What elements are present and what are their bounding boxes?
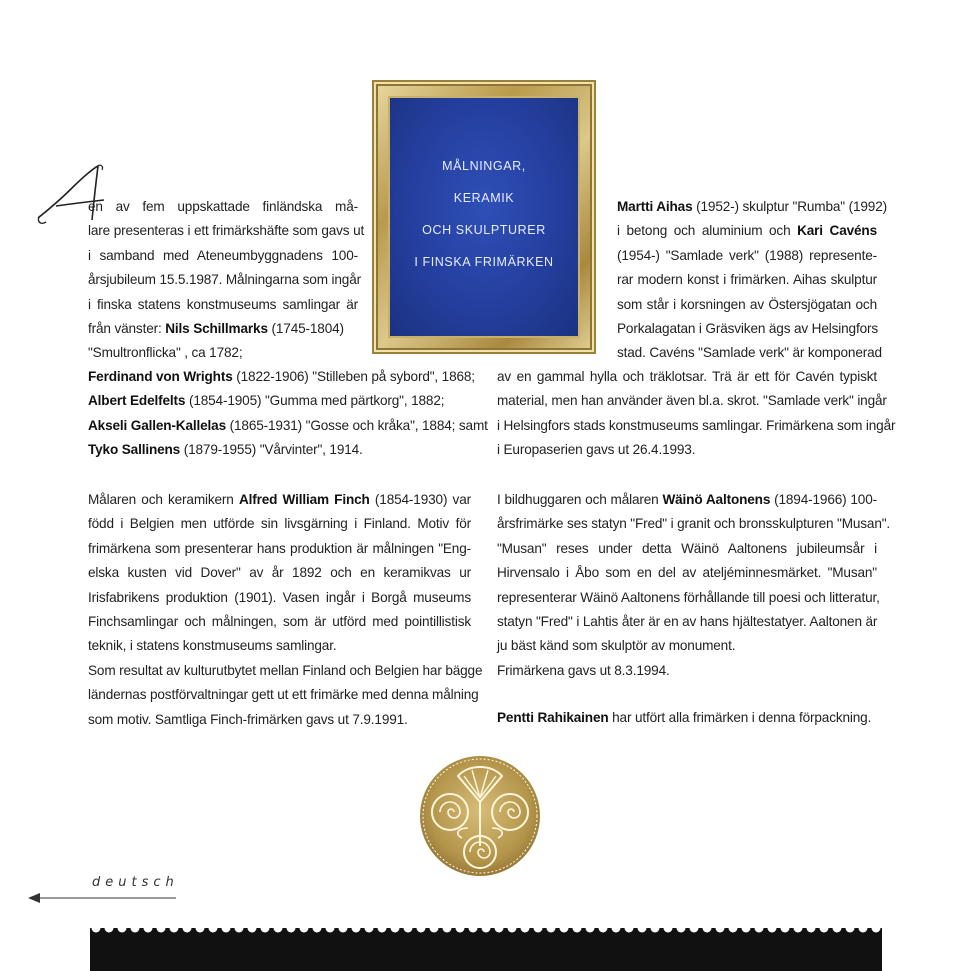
perforation-hole (313, 924, 322, 933)
perforation-hole (261, 924, 270, 933)
left-paragraph-1 (88, 195, 365, 366)
text-line: i finska statens konstmuseums samlingar är (88, 296, 358, 312)
text-line: Pentti Rahikainen har utfört alla frimärken i denna förpackning. (497, 710, 872, 725)
text-line: rar modern konst i frimärken. Aihas skulptur (617, 272, 877, 288)
text-line: stad. Cavéns "Samlade verk" är komponerad (617, 345, 882, 361)
perforation-hole (196, 924, 205, 933)
perforation-hole (300, 924, 309, 933)
perforation-hole (560, 924, 569, 933)
perforation-hole (430, 924, 439, 933)
text-line: Akseli Gallen-Kallelas (1865-1931) "Gosse och kråka", 1884; samt (88, 417, 488, 433)
perforation-hole (534, 924, 543, 933)
text-line: årsfrimärke ses statyn "Fred" i granit och bronsskulpturen "Musan". (497, 516, 891, 532)
text-line: "Smultronflicka" , ca 1782; (88, 345, 243, 361)
text-line: (1954-) "Samlade verk" (1988) represente- (617, 247, 877, 263)
gold-emblem-icon (418, 754, 542, 878)
svg-text:A: A (34, 160, 35, 161)
text-line: Albert Edelfelts (1854-1905) "Gumma med pärtkorg", 1882; (88, 393, 445, 409)
deutsch-label: deutsch (92, 875, 179, 890)
perforation-hole (755, 924, 764, 933)
text-line: Irisfabrikens produktion (1901). Vasen ingår i Borgå museums (88, 589, 471, 605)
right-paragraph-2 (497, 488, 891, 683)
painting-canvas (388, 96, 580, 338)
text-line: representerar Wäinö Aaltonens förhållande till poesi och litteratur, (497, 589, 880, 605)
perforation-hole (768, 924, 777, 933)
perforation-hole (339, 924, 348, 933)
text-line: från vänster: Nils Schillmarks (1745-1804) (88, 321, 344, 337)
perforation-hole (547, 924, 556, 933)
perforation-hole (326, 924, 335, 933)
perforation-hole (235, 924, 244, 933)
perforation-hole (287, 924, 296, 933)
perforation-hole (274, 924, 283, 933)
perforation-hole (742, 924, 751, 933)
framed-painting (372, 80, 596, 354)
perforation-hole (820, 924, 829, 933)
text-line: född i Belgien men utförde sin livsgärning i Finland. Motiv för (88, 516, 471, 532)
perforation-hole (248, 924, 257, 933)
perforation-hole (690, 924, 699, 933)
right-paragraph-1 (617, 195, 887, 366)
perforation-hole (807, 924, 816, 933)
perforation-hole (352, 924, 361, 933)
artist-name: Tyko Sallinens (88, 442, 181, 458)
perforation-hole (456, 924, 465, 933)
painting-title-line-3: OCH SKULPTURER (422, 223, 546, 237)
perforation-hole (404, 924, 413, 933)
stamp-strip-decoration (0, 900, 960, 971)
artist-name: Kari Cavéns (797, 223, 878, 239)
perforation-hole (716, 924, 725, 933)
text-line: i betong och aluminium och Kari Cavéns (617, 223, 878, 239)
text-line: Porkalagatan i Gräsviken ägs av Helsingfors (617, 321, 879, 337)
text-line: Hirvensalo i Åbo som en del av ateljéminnesmärket. "Musan" (497, 565, 877, 581)
text-line: material, men han använder även bl.a. skrot. "Samlade verk" ingår (497, 393, 887, 409)
perforation-hole (157, 924, 166, 933)
perforation-hole (495, 924, 504, 933)
text-line: ländernas postförvaltningar gett ut ett frimärke med denna målning (88, 687, 479, 703)
right-paragraph-1-wide (497, 365, 896, 463)
text-line: Som resultat av kulturutbytet mellan Finland och Belgien har bägge (88, 662, 483, 678)
perforation-hole (703, 924, 712, 933)
perforation-hole (365, 924, 374, 933)
text-line: som motiv. Samtliga Finch-frimärken gavs ut 7.9.1991. (88, 711, 408, 727)
perforation-hole (781, 924, 790, 933)
perforation-hole (729, 924, 738, 933)
artist-name: Akseli Gallen-Kallelas (88, 417, 226, 433)
perforation-hole (651, 924, 660, 933)
perforation-hole (638, 924, 647, 933)
perforation-hole (521, 924, 530, 933)
perforation-hole (859, 924, 868, 933)
artist-name: Ferdinand von Wrights (88, 369, 233, 384)
text-line: lare presenteras i ett frimärkshäfte som gavs ut (88, 223, 365, 239)
text-line: i Europaserien gavs ut 26.4.1993. (497, 442, 696, 458)
perforation-hole (677, 924, 686, 933)
text-line: I bildhuggaren och målaren Wäinö Aaltonens (1894-1966) 100- (497, 492, 877, 507)
perforation-hole (378, 924, 387, 933)
perforation-hole (469, 924, 478, 933)
artist-name: Alfred William Finch (238, 492, 370, 507)
perforation-hole (222, 924, 231, 933)
text-line: "Musan" reses under detta Wäinö Aaltonens jubileumsår i (497, 540, 877, 556)
perforation-hole (183, 924, 192, 933)
artist-name: Martti Aihas (617, 199, 693, 214)
right-paragraph-3 (497, 706, 877, 730)
perforation-hole (794, 924, 803, 933)
perforation-hole (573, 924, 582, 933)
text-line: Frimärkena gavs ut 8.3.1994. (497, 662, 670, 678)
text-line: en av fem uppskattade finländska må- (88, 199, 358, 214)
perforation-hole (209, 924, 218, 933)
text-line: i Helsingfors stads konstmuseums samlingar. Frimärkena som ingår (497, 417, 896, 433)
perforation-hole (118, 924, 127, 933)
text-line: frimärkena som presenterar hans produktion är målningen "Eng- (88, 540, 471, 556)
perforation-hole (144, 924, 153, 933)
perforation-hole (170, 924, 179, 933)
text-line: elska kusten vid Dover" av år 1892 och en keramikvas ur (88, 565, 471, 581)
perforation-hole (872, 924, 881, 933)
text-line: årsjubileum 15.5.1987. Målningarna som ingår (88, 272, 361, 288)
perforation-hole (625, 924, 634, 933)
text-line: Martti Aihas (1952-) skulptur "Rumba" (1992) (617, 199, 887, 214)
artist-name: Wäinö Aaltonens (662, 492, 771, 507)
perforation-hole (599, 924, 608, 933)
perforation-hole (833, 924, 842, 933)
painting-title-line-1: MÅLNINGAR, (442, 159, 526, 173)
artist-name: Nils Schillmarks (165, 321, 268, 337)
text-line: Ferdinand von Wrights (1822-1906) "Stilleben på sybord", 1868; (88, 369, 475, 384)
perforation-hole (612, 924, 621, 933)
perforation-hole (417, 924, 426, 933)
left-paragraph-2 (88, 488, 483, 732)
perforation-hole (846, 924, 855, 933)
text-line: Tyko Sallinens (1879-1955) "Vårvinter", 1914. (88, 442, 363, 458)
text-line: Målaren och keramikern Alfred William Finch (1854-1930) var (88, 492, 471, 507)
painting-title-line-2: KERAMIK (453, 191, 515, 205)
painting-title-line-4: I FINSKA FRIMÄRKEN (414, 255, 554, 269)
perforation-hole (131, 924, 140, 933)
perforation-hole (508, 924, 517, 933)
artist-name: Pentti Rahikainen (497, 710, 609, 725)
artist-name: Albert Edelfelts (88, 393, 186, 409)
perforation-hole (105, 924, 114, 933)
perforation-hole (482, 924, 491, 933)
perforation-hole (391, 924, 400, 933)
perforation-hole (92, 924, 101, 933)
left-paragraph-1-wide (88, 365, 488, 463)
text-line: ju bäst känd som skulptör av monument. (497, 638, 736, 654)
text-line: i samband med Ateneumbyggnadens 100- (88, 247, 358, 263)
text-line: teknik, i statens konstmuseums samlingar. (88, 638, 337, 654)
perforation-hole (586, 924, 595, 933)
text-line: som står i korsningen av Östersjögatan och (617, 296, 877, 312)
text-line: statyn "Fred" i Lahtis åter är en av hans hjältestatyer. Aaltonen är (497, 614, 878, 630)
perforation-hole (664, 924, 673, 933)
text-line: Finchsamlingar och målningen, som är utförd med pointillistisk (88, 614, 471, 630)
perforation-hole (443, 924, 452, 933)
text-line: av en gammal hylla och träklotsar. Trä är ett för Cavén typiskt (497, 369, 877, 384)
